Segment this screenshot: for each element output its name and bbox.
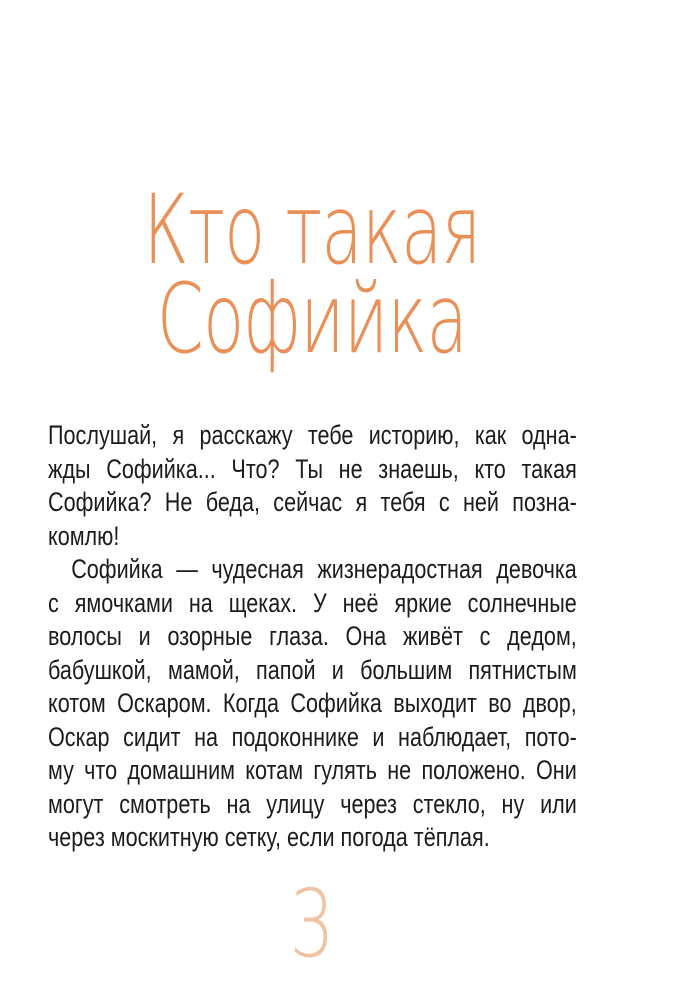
chapter-title xyxy=(127,174,498,375)
text-line: Софийка? Не беда, сейчас я тебя с ней позна- xyxy=(48,487,577,517)
text-line: комлю! xyxy=(48,520,120,551)
text-line: волосы и озорные глаза. Она живёт с дедом, xyxy=(48,621,577,651)
text-line: Оскар сидит на подоконнике и наблюдает, пото- xyxy=(48,721,577,752)
page-number: 3 xyxy=(289,870,335,979)
text-line: могут смотреть на улицу через стекло, ну или xyxy=(48,788,577,819)
chapter-title-line-2: Софийка xyxy=(156,263,468,375)
text-line: котом Оскаром. Когда Софийка выходит во двор, xyxy=(48,688,577,718)
chapter-title-line-1: Кто такая xyxy=(143,174,481,286)
paragraph-1 xyxy=(48,419,577,553)
body-text xyxy=(48,419,577,855)
text-line: с ямочками на щеках. У неё яркие солнечные xyxy=(48,587,577,618)
text-line: Софийка — чудесная жизнерадостная девочка xyxy=(71,554,577,584)
text-line: жды Софийка... Что? Ты не знаешь, кто такая xyxy=(48,453,577,484)
text-line: Послушай, я расскажу тебе историю, как одна- xyxy=(48,420,577,450)
text-line: му что домашним котам гулять не положено. Они xyxy=(48,755,577,785)
text-line: через москитную сетку, если погода тёплая. xyxy=(48,822,490,852)
paragraph-2 xyxy=(48,553,577,855)
text-line: бабушкой, мамой, папой и большим пятнистым xyxy=(48,654,577,685)
